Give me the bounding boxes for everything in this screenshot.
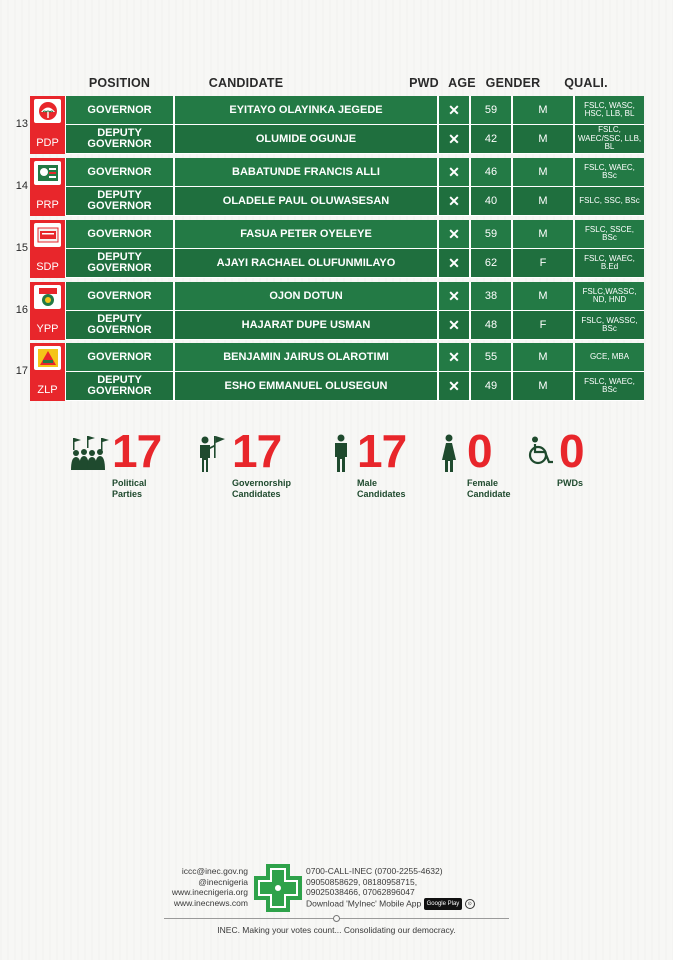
gender-cell: M: [513, 158, 573, 186]
candidate-name-cell: OLADELE PAUL OLUWASESAN: [175, 187, 437, 215]
gender-cell: M: [513, 282, 573, 310]
age-cell: 38: [471, 282, 511, 310]
pdp-umbrella-logo: [34, 99, 61, 123]
header-quali: QUALI.: [564, 76, 608, 90]
age-cell: 40: [471, 187, 511, 215]
gender-cell: F: [513, 311, 573, 339]
party-abbreviation: PDP: [36, 137, 59, 149]
qualification-cell: FSLC, WASSC, BSc: [575, 311, 644, 339]
header-gender: GENDER: [485, 76, 541, 90]
deputy-governor-row: [66, 372, 644, 400]
stat-label: PWDs: [557, 478, 584, 488]
party-group: [15, 282, 644, 340]
stat-value: 17: [357, 425, 407, 477]
person-flag-icon: [196, 434, 226, 472]
footer-app-text: Download 'MyInec' Mobile App: [306, 898, 422, 908]
social-icons-logo: [254, 864, 302, 912]
male-icon: [333, 434, 349, 472]
age-cell: 59: [471, 220, 511, 248]
sdp-logo: [34, 223, 61, 247]
qualification-cell: FSLC, WASC, HSC, LLB, BL: [575, 96, 644, 124]
stat-label: Political Parties: [112, 478, 147, 499]
party-abbreviation: SDP: [36, 261, 59, 273]
crowd-flags-icon: [70, 436, 110, 470]
position-cell: DEPUTY GOVERNOR: [66, 187, 173, 215]
deputy-governor-row: [66, 249, 644, 277]
stat-value: 0: [467, 425, 492, 477]
governor-row: [66, 220, 644, 248]
party-number: 14: [15, 180, 28, 192]
footer-contacts: [150, 866, 248, 908]
position-cell: GOVERNOR: [66, 220, 173, 248]
zlp-logo: [34, 346, 61, 370]
footer-divider-ornament: [333, 915, 340, 922]
candidate-name-cell: OJON DOTUN: [175, 282, 437, 310]
party-abbreviation: YPP: [36, 323, 59, 335]
governor-row: [66, 343, 644, 371]
footer-phones: [306, 866, 486, 910]
age-cell: 59: [471, 96, 511, 124]
footer-tagline: INEC. Making your votes count... Consolidating our democracy.: [217, 925, 456, 935]
header-position: POSITION: [88, 76, 151, 90]
party-number: 13: [15, 118, 28, 130]
position-cell: DEPUTY GOVERNOR: [66, 311, 173, 339]
pwd-cross-icon: ✕: [439, 249, 469, 277]
governor-row: [66, 96, 644, 124]
age-cell: 42: [471, 125, 511, 153]
footer-phone-numbers-2: 09025038466, 07062896047: [306, 887, 415, 897]
position-cell: DEPUTY GOVERNOR: [66, 372, 173, 400]
governor-row: [66, 282, 644, 310]
header-pwd: PWD: [409, 76, 439, 90]
candidate-name-cell: AJAYI RACHAEL OLUFUNMILAYO: [175, 249, 437, 277]
party-number: 17: [15, 365, 28, 377]
age-cell: 49: [471, 372, 511, 400]
ypp-logo: [34, 285, 61, 309]
age-cell: 62: [471, 249, 511, 277]
qualification-cell: FSLC, WAEC, BSc: [575, 372, 644, 400]
stat-value: 0: [559, 425, 584, 477]
pwd-cross-icon: ✕: [439, 311, 469, 339]
qualification-cell: GCE, MBA: [575, 343, 644, 371]
header-candidate: CANDIDATE: [208, 76, 284, 90]
female-icon: [441, 434, 457, 472]
qualification-cell: FSLC, WAEC, B.Ed: [575, 249, 644, 277]
position-cell: GOVERNOR: [66, 158, 173, 186]
gender-cell: M: [513, 96, 573, 124]
gender-cell: M: [513, 343, 573, 371]
pwd-cross-icon: ✕: [439, 187, 469, 215]
footer-email[interactable]: iccc@inec.gov.ng: [181, 866, 248, 876]
footer-phone-line[interactable]: 0700-CALL-INEC (0700-2255-4632): [306, 866, 443, 876]
rating-badge-icon: ⊙: [465, 899, 475, 909]
wheelchair-icon: [527, 436, 555, 466]
party-group: [15, 343, 644, 401]
qualification-cell: FSLC, SSC, BSc: [575, 187, 644, 215]
pwd-cross-icon: ✕: [439, 282, 469, 310]
party-group: [15, 158, 644, 216]
pwd-cross-icon: ✕: [439, 158, 469, 186]
party-number: 15: [15, 242, 28, 254]
deputy-governor-row: [66, 125, 644, 153]
qualification-cell: FSLC, SSCE, BSc: [575, 220, 644, 248]
candidate-name-cell: BENJAMIN JAIRUS OLAROTIMI: [175, 343, 437, 371]
candidate-name-cell: OLUMIDE OGUNJE: [175, 125, 437, 153]
pwd-cross-icon: ✕: [439, 96, 469, 124]
header-age: AGE: [448, 76, 476, 90]
pwd-cross-icon: ✕: [439, 343, 469, 371]
gender-cell: M: [513, 125, 573, 153]
qualification-cell: FSLC,WASSC, ND, HND: [575, 282, 644, 310]
party-logo-cell: [30, 96, 65, 154]
footer-news-website[interactable]: www.inecnews.com: [173, 897, 248, 908]
qualification-cell: FSLC, WAEC, BSc: [575, 158, 644, 186]
pwd-cross-icon: ✕: [439, 125, 469, 153]
age-cell: 46: [471, 158, 511, 186]
footer-handle[interactable]: @inecnigeria: [198, 876, 248, 887]
position-cell: GOVERNOR: [66, 96, 173, 124]
footer-phone-numbers-1: 09050858629, 08180958715,: [306, 876, 418, 887]
party-logo-cell: [30, 158, 65, 216]
footer-app-line: [306, 898, 486, 911]
age-cell: 48: [471, 311, 511, 339]
stat-value: 17: [112, 425, 162, 477]
party-logo-cell: [30, 220, 65, 278]
gender-cell: M: [513, 372, 573, 400]
party-logo-cell: [30, 282, 65, 340]
candidate-name-cell: EYITAYO OLAYINKA JEGEDE: [175, 96, 437, 124]
position-cell: DEPUTY GOVERNOR: [66, 249, 173, 277]
gender-cell: M: [513, 187, 573, 215]
party-abbreviation: ZLP: [37, 384, 58, 396]
party-logo-cell: [30, 343, 65, 401]
candidate-name-cell: HAJARAT DUPE USMAN: [175, 311, 437, 339]
position-cell: GOVERNOR: [66, 343, 173, 371]
candidate-name-cell: FASUA PETER OYELEYE: [175, 220, 437, 248]
age-cell: 55: [471, 343, 511, 371]
pwd-cross-icon: ✕: [439, 372, 469, 400]
party-group: [15, 220, 644, 278]
stat-label: Governorship Candidates: [232, 478, 292, 499]
deputy-governor-row: [66, 311, 644, 339]
google-play-badge[interactable]: Google Play: [424, 898, 463, 911]
governor-row: [66, 158, 644, 186]
footer-website[interactable]: www.inecnigeria.org: [171, 887, 248, 897]
stat-label: Male Candidates: [357, 478, 406, 499]
stat-label: Female Candidate: [467, 478, 511, 499]
gender-cell: F: [513, 249, 573, 277]
stat-value: 17: [232, 425, 282, 477]
candidate-name-cell: ESHO EMMANUEL OLUSEGUN: [175, 372, 437, 400]
deputy-governor-row: [66, 187, 644, 215]
party-number: 16: [15, 304, 28, 316]
prp-logo: [34, 161, 61, 185]
position-cell: GOVERNOR: [66, 282, 173, 310]
party-group: [15, 96, 644, 154]
pwd-cross-icon: ✕: [439, 220, 469, 248]
position-cell: DEPUTY GOVERNOR: [66, 125, 173, 153]
gender-cell: M: [513, 220, 573, 248]
qualification-cell: FSLC, WAEC/SSC, LLB, BL: [575, 125, 644, 153]
candidate-name-cell: BABATUNDE FRANCIS ALLI: [175, 158, 437, 186]
party-abbreviation: PRP: [36, 199, 59, 211]
